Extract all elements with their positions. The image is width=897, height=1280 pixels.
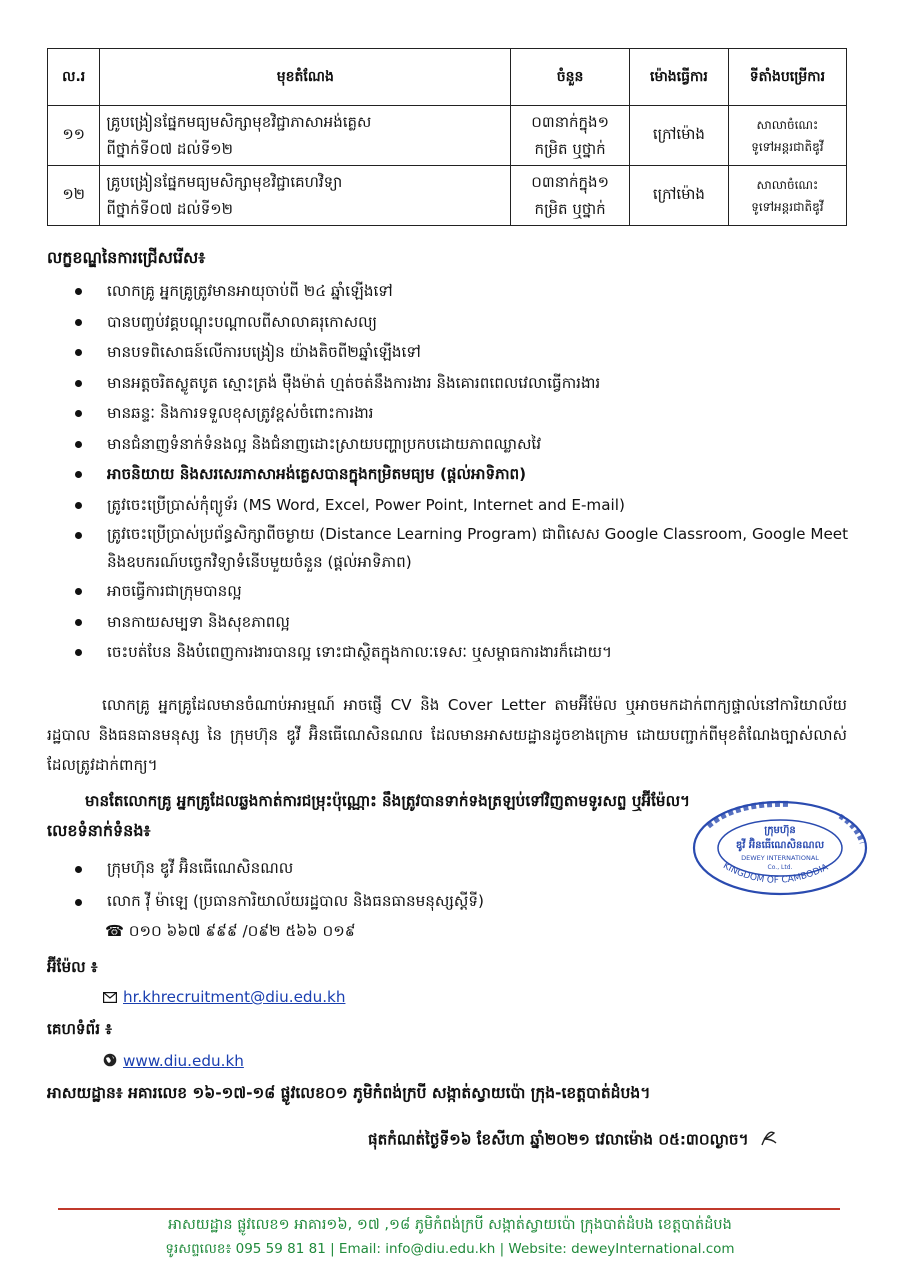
row-position [100, 106, 511, 166]
row-quantity [511, 166, 630, 226]
footer-contact: ទូរសព្ទលេខ៖ 095 59 81 81 | Email: info@diu.edu.kh | Website: deweyInternational.com [165, 1241, 735, 1257]
stamp-country: KINGDOM OF CAMBODIA [721, 861, 830, 886]
row-quantity [511, 106, 630, 166]
email-label: អ៊ីម៉ែល ៖ [47, 958, 98, 976]
contact-list [75, 852, 484, 918]
shortlist-notice: មានតែលោកគ្រូ អ្នកគ្រូដែលឆ្លងកាត់ការជម្រុះប៉ុណ្ណោះ នឹងត្រូវបានទាក់ទងត្រឡប់ទៅវិញតាមទូរសព្ទ ឬអ៊ីម៉ែល។ [85, 792, 691, 810]
position-line: ពីថ្នាក់ទី០៧ ដល់ទី១២ [106, 199, 233, 218]
quantity-line: កម្រិត ឬថ្នាក់ [534, 139, 606, 158]
address-line: អាសយដ្ឋាន៖ អគារលេខ ១៦-១៧-១៨ ផ្លូវលេខ០១ ភូមិកំពង់ក្របី សង្កាត់ស្វាយប៉ោ ក្រុង-ខេត្តបាត់ដំបង។ [47, 1084, 651, 1102]
website-link[interactable]: www.diu.edu.kh [123, 1052, 244, 1070]
footer-address: អាសយដ្ឋាន ផ្លូវលេខ១ អាគារ១៦, ១៧ ,១៨ ភូមិកំពង់ក្របី សង្កាត់ស្វាយប៉ោ ក្រុងបាត់ដំបង ខេត្តបាត់ដំបង [168, 1217, 732, 1233]
deadline-text: ផុតកំណត់ថ្ងៃទី១៦ ខែសីហា ឆ្នាំ២០២១ វេលាម៉ោង ០៥:៣០ល្ងាច។ [368, 1130, 749, 1149]
globe-icon [103, 1053, 117, 1071]
list-item: មានបទពិសោធន៍លើការបង្រៀន យ៉ាងតិចពី២ឆ្នាំឡើងទៅ [75, 337, 855, 368]
row-number: ១២ [48, 166, 100, 226]
footer-divider [58, 1208, 840, 1210]
row-hours: ក្រៅម៉ោង [630, 106, 729, 166]
quantity-line: ០៣នាក់ក្នុង១ [531, 172, 609, 191]
signature-mark [758, 1127, 780, 1153]
list-item: បានបញ្ចប់វគ្គបណ្តុះបណ្តាលពីសាលាគរុកោសល្យ [75, 307, 855, 338]
location-line: សាលាចំណេះ [756, 117, 819, 132]
list-item: ត្រូវចេះប្រើប្រាស់ប្រព័ន្ធសិក្សាពីចម្ងាយ (Distance Learning Program) ជាពិសេស Google Classroom, Google Meet និងឧបករណ៍បច្ចេកវិទ្យាទំនើបមួយចំនួន (ផ្តល់អាទិភាព) [75, 520, 855, 576]
website-label: គេហទំព័រ ៖ [47, 1020, 112, 1038]
header-no: ល.រ [48, 49, 100, 106]
location-line: ទូទៅអន្តរជាតិឌូវី [751, 139, 824, 154]
header-quantity: ចំនួន [511, 49, 630, 106]
envelope-icon [103, 989, 117, 1007]
position-line: ពីថ្នាក់ទី០៧ ដល់ទី១២ [106, 139, 233, 158]
contact-phone: ☎ ០១០ ៦៦៧ ៩៩៩ /០៩២ ៥៦៦ ០១៩ [105, 922, 356, 940]
positions-table [47, 48, 847, 226]
row-location [728, 106, 846, 166]
row-hours: ក្រៅម៉ោង [630, 166, 729, 226]
header-position: មុខតំណែង [100, 49, 511, 106]
table-header-row [48, 49, 847, 106]
list-item: អាចធ្វើការជាក្រុមបានល្អ [75, 576, 855, 607]
header-location: ទីតាំងបម្រើការ [728, 49, 846, 106]
quantity-line: កម្រិត ឬថ្នាក់ [534, 199, 606, 218]
row-position [100, 166, 511, 226]
quantity-line: ០៣នាក់ក្នុង១ [531, 112, 609, 131]
company-stamp [690, 798, 870, 898]
application-instructions: លោកគ្រូ អ្នកគ្រូដែលមានចំណាប់អារម្មណ៍ អាចផ្ញើ CV និង Cover Letter តាមអ៊ីម៉ែល ឬអាចមកដាក់ពាក្យផ្ទាល់នៅការិយាល័យរដ្ឋបាល និងធនធានមនុស្ស នៃ ក្រុមហ៊ុន ឌូវី អ៊ិនធើណេសិនណល ដែលមានអាសយដ្ឋានដូចខាងក្រោម ដោយបញ្ជាក់ពីមុខតំណែងច្បាស់លាស់ដែលត្រូវដាក់ពាក្យ។ [47, 696, 847, 774]
contact-company: ក្រុមហ៊ុន ឌូវី អ៊ិនធើណេសិនណល [75, 852, 484, 885]
stamp-suffix: Co., Ltd. [767, 864, 793, 871]
deadline-row [368, 1127, 780, 1153]
table-row [48, 106, 847, 166]
location-line: សាលាចំណេះ [756, 177, 819, 192]
position-line: គ្រូបង្រៀនផ្នែកមធ្យមសិក្សាមុខវិជ្ជាគេហវិទ្យា [106, 172, 343, 191]
requirements-heading: លក្ខខណ្ឌនៃការជ្រើសរើស៖ [47, 248, 206, 267]
list-item: មានឆន្ទៈ និងការទទួលខុសត្រូវខ្ពស់ចំពោះការងារ [75, 398, 855, 429]
email-row [103, 988, 345, 1007]
list-item: ត្រូវចេះប្រើប្រាស់កុំព្យូទ័រ (MS Word, Excel, Power Point, Internet and E-mail) [75, 490, 855, 521]
location-line: ទូទៅអន្តរជាតិឌូវី [751, 199, 824, 214]
email-link[interactable]: hr.khrecruitment@diu.edu.kh [123, 988, 346, 1006]
list-item: មានកាយសម្បទា និងសុខភាពល្អ [75, 607, 855, 638]
header-hours: ម៉ោងធ្វើការ [630, 49, 729, 106]
contact-person: លោក វ៉ី ម៉ាឡេ (ប្រធានការិយាល័យរដ្ឋបាល និងធនធានមនុស្សស្តីទី) [75, 885, 484, 918]
contact-heading: លេខទំនាក់ទំនង៖ [47, 821, 151, 840]
requirements-list [75, 276, 855, 668]
website-row [103, 1052, 244, 1071]
position-line: គ្រូបង្រៀនផ្នែកមធ្យមសិក្សាមុខវិជ្ជាភាសាអង់គ្លេស [106, 112, 372, 131]
list-item: អាចនិយាយ និងសរសេរភាសាអង់គ្លេសបានក្នុងកម្រិតមធ្យម (ផ្តល់អាទិភាព) [75, 459, 855, 490]
stamp-top-text: ក្រុមហ៊ុន [764, 825, 796, 836]
stamp-name-kh: ឌូវី អ៊ិនធើណេសិនណល [735, 840, 825, 851]
stamp-name-en: DEWEY INTERNATIONAL [741, 854, 819, 862]
row-number: ១១ [48, 106, 100, 166]
table-row [48, 166, 847, 226]
list-item: មានអត្តចរិតស្លូតបូត ស្មោះត្រង់ ម៉ឺងម៉ាត់ ហ្មត់ចត់នឹងការងារ និងគោរពពេលវេលាធ្វើការងារ [75, 368, 855, 399]
list-item: លោកគ្រូ អ្នកគ្រូត្រូវមានអាយុចាប់ពី ២៤ ឆ្នាំឡើងទៅ [75, 276, 855, 307]
list-item: មានជំនាញទំនាក់ទំនងល្អ និងជំនាញដោះស្រាយបញ្ហាប្រកបដោយភាពឈ្លាសវៃ [75, 429, 855, 460]
list-item: ចេះបត់បែន និងបំពេញការងារបានល្អ ទោះជាស្ថិតក្នុងកាលៈទេសៈ ឬសម្ពាធការងារក៏ដោយ។ [75, 637, 855, 668]
row-location [728, 166, 846, 226]
